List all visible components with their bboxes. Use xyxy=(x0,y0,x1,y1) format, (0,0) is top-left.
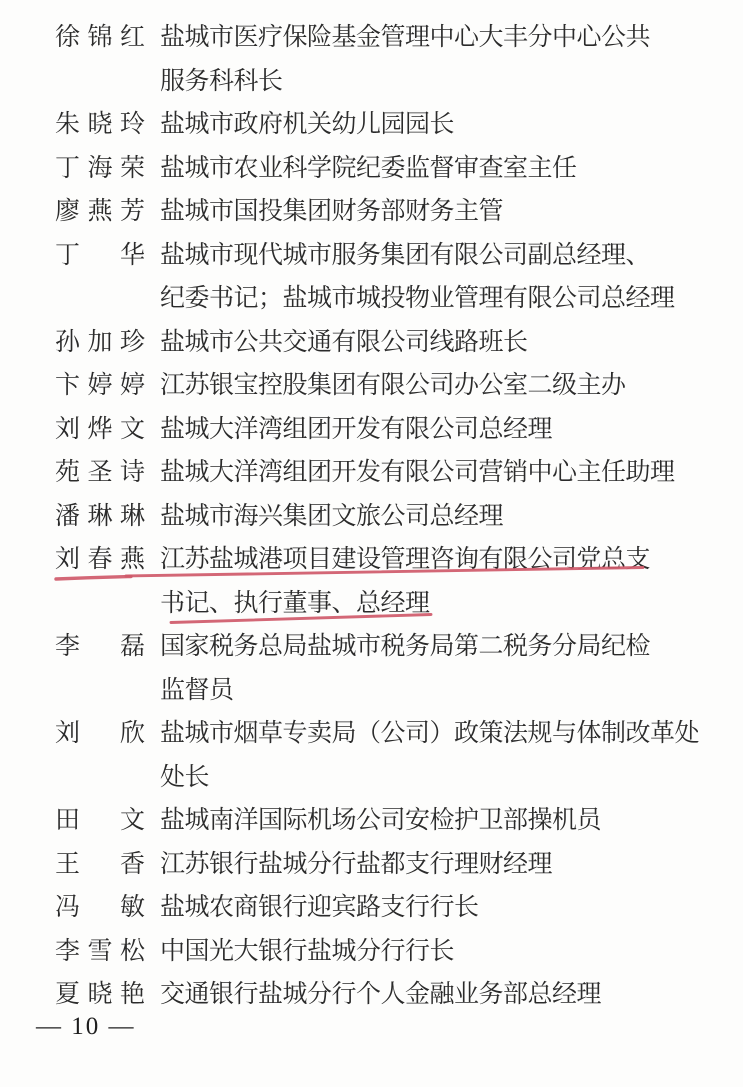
person-title-line: 盐城大洋湾组团开发有限公司总经理 xyxy=(160,415,553,443)
person-title xyxy=(160,190,503,234)
person-title xyxy=(160,973,601,1017)
list-item xyxy=(55,16,715,103)
list-item xyxy=(55,321,715,365)
person-title-line: 中国光大银行盐城分行行长 xyxy=(160,937,455,965)
person-title xyxy=(160,364,626,408)
list-item xyxy=(55,973,715,1017)
person-title-line: 国家税务总局盐城市税务局第二税务分局纪检 xyxy=(160,633,651,660)
person-title-line: 江苏盐城港项目建设管理咨询有限公司党总支 xyxy=(160,546,651,573)
person-title xyxy=(160,886,479,930)
person-title-line: 盐城农商银行迎宾路支行行长 xyxy=(160,894,479,921)
person-name: 刘 欣 xyxy=(55,720,145,747)
list-item xyxy=(55,147,715,191)
person-title xyxy=(160,147,577,191)
person-title xyxy=(160,16,650,103)
person-name: 孙加珍 xyxy=(55,328,145,356)
person-title xyxy=(160,495,503,539)
list-item xyxy=(55,495,715,539)
person-title xyxy=(160,234,675,321)
person-name: 徐锦红 xyxy=(55,24,145,51)
person-name: 潘琳琳 xyxy=(55,502,145,530)
person-title xyxy=(160,408,552,452)
person-title xyxy=(160,321,528,365)
person-title-line: 盐城市海兴集团文旅公司总经理 xyxy=(160,502,504,530)
list-item xyxy=(55,712,715,799)
person-title xyxy=(160,930,454,974)
list-item xyxy=(55,190,715,234)
person-name: 李雪松 xyxy=(55,937,145,965)
person-title xyxy=(160,103,454,147)
person-title xyxy=(160,625,650,712)
person-title-line: 盐城市国投集团财务部财务主管 xyxy=(160,198,504,225)
person-title-line: 江苏银行盐城分行盐都支行理财经理 xyxy=(160,850,553,878)
person-name: 廖燕芳 xyxy=(55,198,145,225)
person-title xyxy=(160,843,552,887)
person-title xyxy=(160,451,675,495)
person-title-line: 监督员 xyxy=(160,676,234,704)
list-item xyxy=(55,364,715,408)
list-item xyxy=(55,103,715,147)
list-item xyxy=(55,799,715,843)
person-title-line: 盐城市公共交通有限公司线路班长 xyxy=(160,328,528,356)
person-title-line: 江苏银宝控股集团有限公司办公室二级主办 xyxy=(160,372,626,399)
person-title-line: 盐城市农业科学院纪委监督审查室主任 xyxy=(160,154,577,182)
person-title-line: 服务科科长 xyxy=(160,67,283,95)
person-title-line: 盐城大洋湾组团开发有限公司营销中心主任助理 xyxy=(160,459,675,486)
roster-list xyxy=(55,16,715,1017)
list-item xyxy=(55,886,715,930)
person-name: 刘春燕 xyxy=(55,546,145,573)
list-item xyxy=(55,408,715,452)
person-title-line: 盐城市烟草专卖局（公司）政策法规与体制改革处 xyxy=(160,720,700,747)
person-name: 丁 华 xyxy=(55,241,145,269)
list-item xyxy=(55,234,715,321)
person-title-line: 盐城市医疗保险基金管理中心大丰分中心公共 xyxy=(160,24,651,51)
list-item xyxy=(55,843,715,887)
person-name: 王 香 xyxy=(55,850,145,878)
person-title-line: 交通银行盐城分行个人金融业务部总经理 xyxy=(160,981,602,1008)
person-title-line: 盐城市政府机关幼儿园园长 xyxy=(160,111,455,138)
list-item xyxy=(55,625,715,712)
person-name: 刘烨文 xyxy=(55,415,145,443)
person-name: 李 磊 xyxy=(55,633,145,660)
person-name: 冯 敏 xyxy=(55,894,145,921)
person-title-line: 纪委书记；盐城市城投物业管理有限公司总经理 xyxy=(160,285,675,312)
person-title xyxy=(160,712,699,799)
person-name: 田 文 xyxy=(55,807,145,834)
person-title-line: 盐城南洋国际机场公司安检护卫部操机员 xyxy=(160,807,602,834)
person-name: 朱晓玲 xyxy=(55,111,145,138)
person-title xyxy=(160,538,650,625)
person-name: 苑圣诗 xyxy=(55,459,145,486)
person-name: 卞婷婷 xyxy=(55,372,145,399)
list-item xyxy=(55,538,715,625)
person-name: 丁海荣 xyxy=(55,154,145,182)
person-title-line: 盐城市现代城市服务集团有限公司副总经理、 xyxy=(160,241,651,269)
list-item xyxy=(55,451,715,495)
person-title-line: 书记、执行董事、总经理 xyxy=(160,589,430,617)
person-name: 夏晓艳 xyxy=(55,981,145,1008)
page-number: — 10 — xyxy=(36,1013,136,1040)
person-title xyxy=(160,799,601,843)
list-item xyxy=(55,930,715,974)
person-title-line: 处长 xyxy=(160,763,210,791)
